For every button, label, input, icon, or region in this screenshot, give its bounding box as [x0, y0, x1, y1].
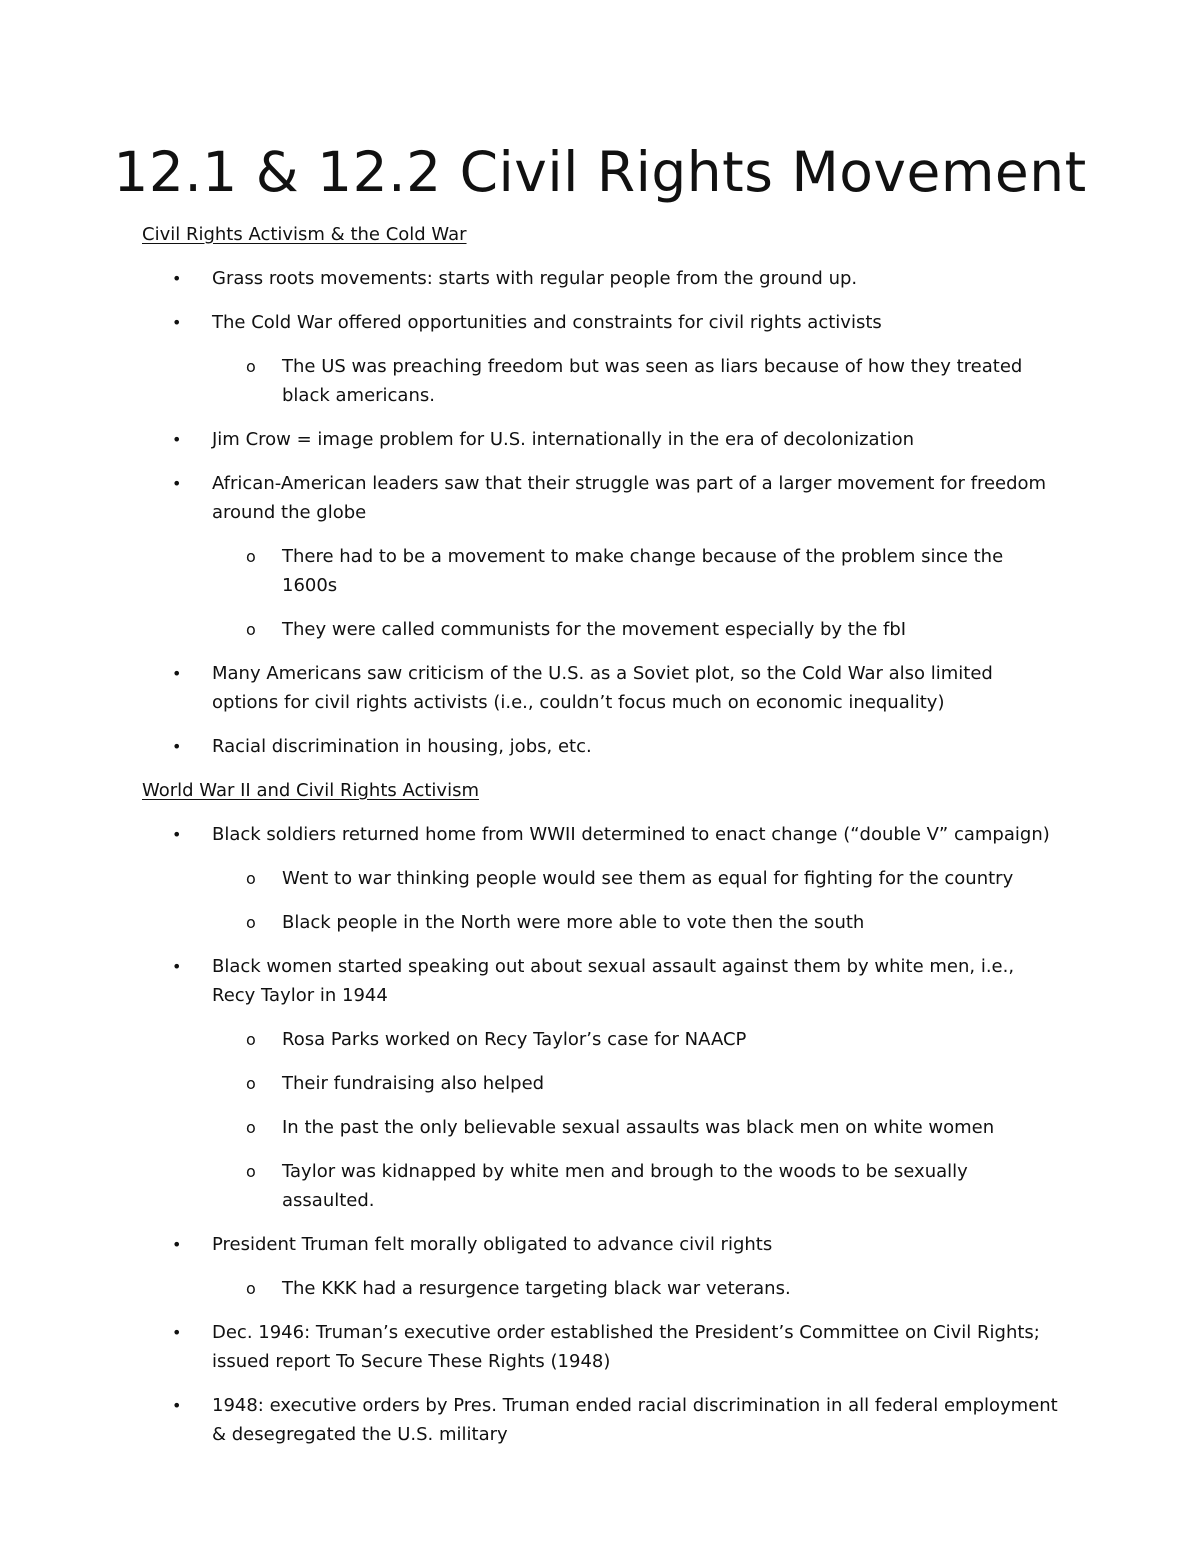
item-text: The Cold War offered opportunities and constraints for civil rights activists: [212, 312, 882, 333]
page-title: 12.1 & 12.2 Civil Rights Movement: [113, 140, 1087, 204]
item-text: Many Americans saw criticism of the U.S. as a Soviet plot, so the Cold War also limited options for civil rights activists (i.e., couldn’t focus much on economic inequality): [212, 663, 993, 713]
sub-bullet-item: [142, 1113, 1062, 1142]
bullet-item: [142, 732, 1062, 761]
item-text: Black soldiers returned home from WWII determined to enact change (“double V” campaign): [212, 824, 1050, 845]
bullet-marker: •: [172, 269, 182, 288]
sub-bullet-item: [142, 615, 1062, 644]
item-text: There had to be a movement to make change because of the problem since the 1600s: [282, 546, 1004, 596]
bullet-item: [142, 308, 1062, 337]
item-text: In the past the only believable sexual assaults was black men on white women: [282, 1117, 995, 1138]
sub-bullet-item: [142, 864, 1062, 893]
sub-bullet-marker: o: [246, 1162, 256, 1181]
item-text: 1948: executive orders by Pres. Truman ended racial discrimination in all federal employment & desegregated the U.S. military: [212, 1395, 1058, 1445]
sub-bullet-marker: o: [246, 1074, 256, 1093]
item-text: The US was preaching freedom but was seen as liars because of how they treated black americans.: [282, 356, 1023, 406]
section-heading: World War II and Civil Rights Activism: [142, 780, 479, 801]
item-text: African-American leaders saw that their struggle was part of a larger movement for freedom around the globe: [212, 473, 1047, 523]
item-text: Dec. 1946: Truman’s executive order established the President’s Committee on Civil Rights; issued report To Secure These Rights (1948): [212, 1322, 1040, 1372]
item-text: Black women started speaking out about sexual assault against them by white men, i.e., Recy Taylor in 1944: [212, 956, 1015, 1006]
bullet-item: [142, 469, 1062, 527]
item-text: Racial discrimination in housing, jobs, etc.: [212, 736, 592, 757]
bullet-item: [142, 264, 1062, 293]
sub-bullet-marker: o: [246, 913, 256, 932]
sub-bullet-item: [142, 352, 1062, 410]
sub-bullet-marker: o: [246, 547, 256, 566]
bullet-marker: •: [172, 664, 182, 683]
sub-bullet-item: [142, 1274, 1062, 1303]
bullet-marker: •: [172, 737, 182, 756]
item-text: The KKK had a resurgence targeting black war veterans.: [282, 1278, 791, 1299]
sub-bullet-marker: o: [246, 357, 256, 376]
bullet-item: [142, 1318, 1062, 1376]
bullet-marker: •: [172, 313, 182, 332]
sub-bullet-item: [142, 1157, 1062, 1215]
bullet-item: [142, 952, 1062, 1010]
sub-bullet-marker: o: [246, 1118, 256, 1137]
bullet-item: [142, 425, 1062, 454]
bullet-item: [142, 1391, 1062, 1449]
bullet-marker: •: [172, 825, 182, 844]
item-text: President Truman felt morally obligated to advance civil rights: [212, 1234, 773, 1255]
bullet-marker: •: [172, 474, 182, 493]
sub-bullet-item: [142, 542, 1062, 600]
bullet-marker: •: [172, 957, 182, 976]
bullet-item: [142, 659, 1062, 717]
item-text: Jim Crow = image problem for U.S. internationally in the era of decolonization: [212, 429, 915, 450]
sub-bullet-item: [142, 908, 1062, 937]
item-text: Black people in the North were more able to vote then the south: [282, 912, 865, 933]
sub-bullet-marker: o: [246, 620, 256, 639]
bullet-marker: •: [172, 1323, 182, 1342]
item-text: Their fundraising also helped: [282, 1073, 545, 1094]
section-heading: Civil Rights Activism & the Cold War: [142, 224, 467, 245]
sub-bullet-marker: o: [246, 1030, 256, 1049]
sub-bullet-item: [142, 1025, 1062, 1054]
bullet-marker: •: [172, 1396, 182, 1415]
bullet-marker: •: [172, 430, 182, 449]
item-text: They were called communists for the movement especially by the fbI: [282, 619, 907, 640]
bullet-item: [142, 1230, 1062, 1259]
sub-bullet-marker: o: [246, 1279, 256, 1298]
item-text: Went to war thinking people would see them as equal for fighting for the country: [282, 868, 1014, 889]
notes-body: [142, 220, 1062, 1464]
bullet-marker: •: [172, 1235, 182, 1254]
item-text: Rosa Parks worked on Recy Taylor’s case for NAACP: [282, 1029, 747, 1050]
sub-bullet-marker: o: [246, 869, 256, 888]
bullet-item: [142, 820, 1062, 849]
item-text: Grass roots movements: starts with regular people from the ground up.: [212, 268, 858, 289]
item-text: Taylor was kidnapped by white men and brough to the woods to be sexually assaulted.: [282, 1161, 968, 1211]
sub-bullet-item: [142, 1069, 1062, 1098]
